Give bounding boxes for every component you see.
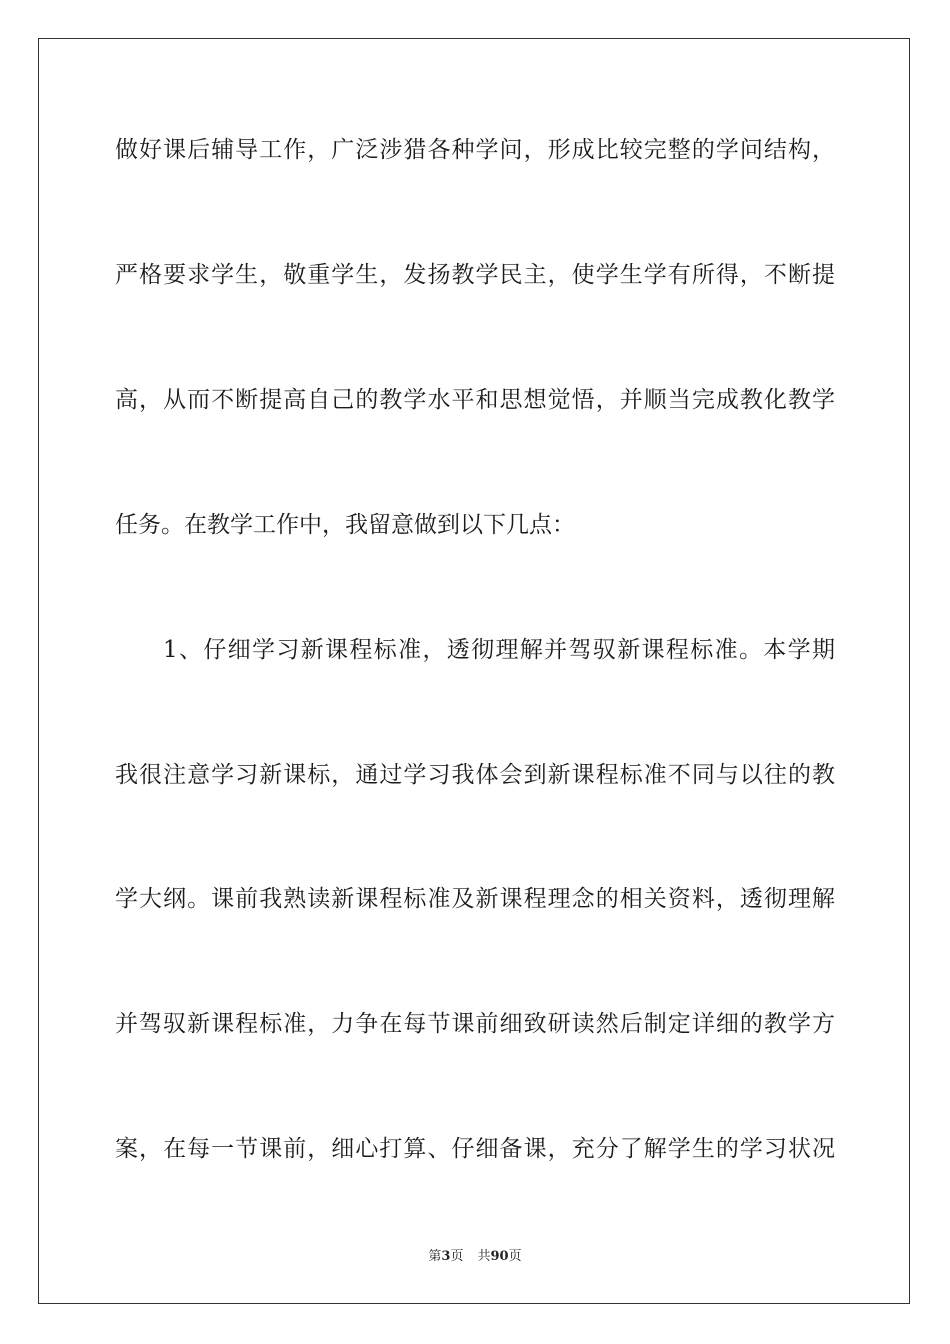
body-text-line-2: 严格要求学生，敬重学生，发扬教学民主，使学生学有所得，不断提: [115, 262, 835, 288]
page-border: [38, 38, 910, 1304]
footer-page-suffix: 页: [450, 1249, 464, 1264]
body-text-line-7: 学大纲。课前我熟读新课程标准及新课程理念的相关资料，透彻理解: [115, 886, 835, 912]
body-text-line-9: 案，在每一节课前，细心打算、仔细备课，充分了解学生的学习状况: [115, 1136, 835, 1162]
footer-page-prefix: 第: [428, 1249, 442, 1264]
footer-total-prefix: 共: [477, 1249, 491, 1264]
footer-total-suffix: 页: [508, 1249, 522, 1264]
body-text-line-4: 任务。在教学工作中，我留意做到以下几点：: [115, 512, 575, 538]
footer-page-number: 3: [441, 1249, 451, 1264]
body-text-line-8: 并驾驭新课程标准，力争在每节课前细致研读然后制定详细的教学方: [115, 1011, 835, 1037]
footer-total-pages: 90: [490, 1249, 509, 1264]
page-footer: [0, 1248, 950, 1266]
body-text-line-5: 1、仔细学习新课程标准，透彻理解并驾驭新课程标准。本学期: [163, 637, 835, 663]
body-text-line-3: 高，从而不断提高自己的教学水平和思想觉悟，并顺当完成教化教学: [115, 387, 835, 413]
body-text-line-1: 做好课后辅导工作，广泛涉猎各种学问，形成比较完整的学问结构，: [115, 137, 835, 163]
body-text-line-6: 我很注意学习新课标，通过学习我体会到新课程标准不同与以往的教: [115, 762, 835, 788]
